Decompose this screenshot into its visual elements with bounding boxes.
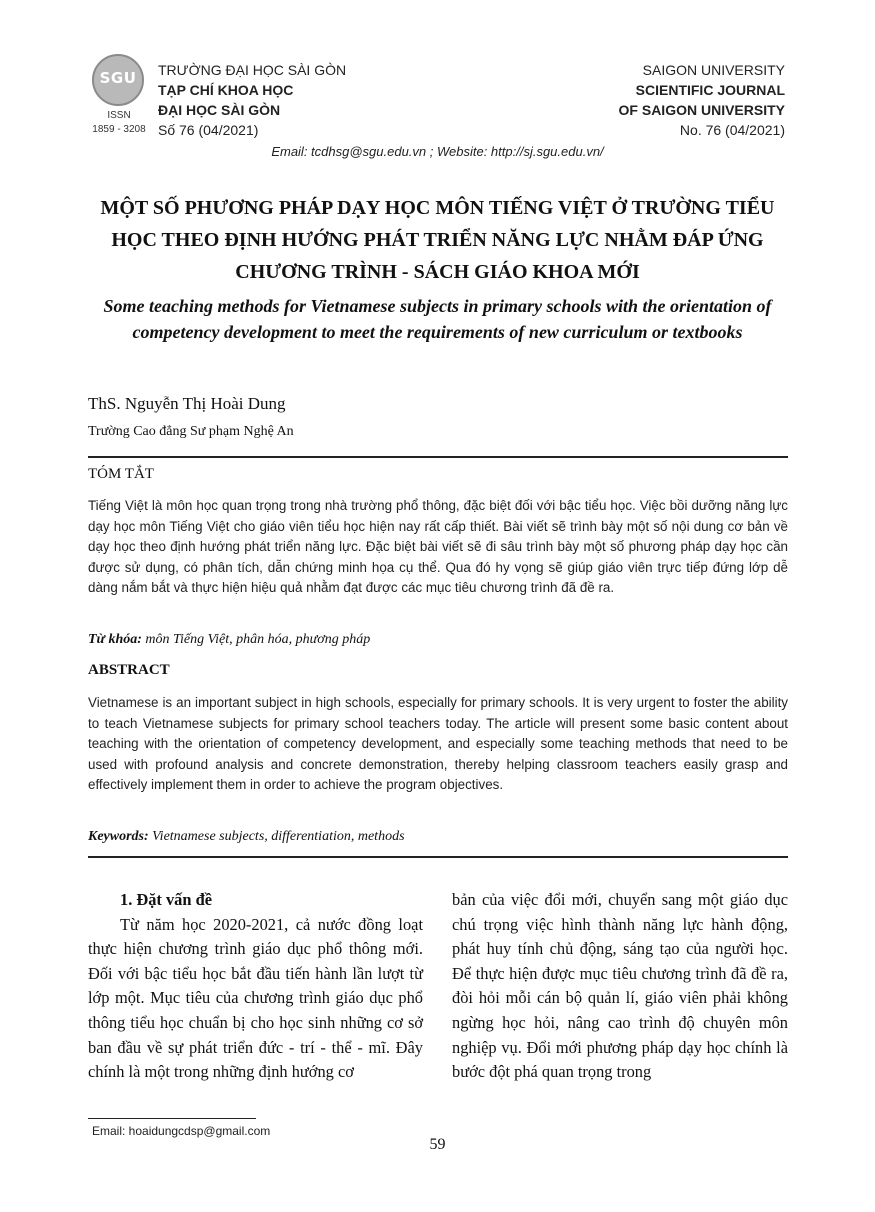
section-heading: 1. Đặt vấn đề	[120, 890, 212, 909]
university-name-vi: TRƯỜNG ĐẠI HỌC SÀI GÒN	[158, 62, 347, 78]
journal-subname-en: OF SAIGON UNIVERSITY	[618, 102, 785, 118]
footnote-email: Email: hoaidungcdsp@gmail.com	[92, 1124, 271, 1138]
issn-label: ISSN	[107, 110, 131, 121]
footnote-divider	[88, 1118, 256, 1119]
body-column-left	[88, 888, 423, 1085]
body-paragraph: Từ năm học 2020-2021, cả nước đồng loạt thực hiện chương trình giáo dục phổ thông mới. Đối với bậc tiểu học bắt đầu tiến hành lần lượt từ lớp một. Mục tiêu của chương trình giáo dục phổ thông tiểu học chuẩn bị cho học sinh những cơ sở ban đầu về sự phát triển đức - trí - thể - mĩ. Đây chính là một trong những định hướng cơ	[88, 914, 423, 1082]
summary-text: Tiếng Việt là môn học quan trọng trong nhà trường phổ thông, đặc biệt đối với bậc tiểu học. Việc bồi dưỡng năng lực dạy học môn Tiếng Việt cho giáo viên tiểu học hiện nay rất cấp thiết. Bài viết sẽ trình bày một số nội dung cơ bản về dạy học theo định hướng phát triển năng lực. Đặc biệt bài viết sẽ đi sâu trình bày một số phương pháp dạy học cần được sử dụng, có phân tích, dẫn chứng minh họa cụ thể. Qua đó hy vọng sẽ giúp giáo viên trực tiếp đứng lớp dễ dàng nắm bắt và thực hiện hiệu quả nhằm đạt được các mục tiêu chương trình đã đề ra.	[88, 498, 788, 596]
journal-logo	[88, 54, 152, 138]
page-number: 59	[429, 1136, 446, 1153]
logo-mark: SGU	[99, 69, 137, 87]
header-left	[158, 60, 346, 140]
divider	[88, 856, 788, 858]
journal-name-en: SCIENTIFIC JOURNAL	[635, 82, 785, 98]
journal-contact: Email: tcdhsg@sgu.edu.vn ; Website: http://sj.sgu.edu.vn/	[271, 144, 604, 159]
body-column-right	[452, 888, 788, 1085]
university-name-en: SAIGON UNIVERSITY	[642, 62, 785, 78]
author-affiliation: Trường Cao đẳng Sư phạm Nghệ An	[88, 424, 294, 439]
article-title-vi: MỘT SỐ PHƯƠNG PHÁP DẠY HỌC MÔN TIẾNG VIỆT Ở TRƯỜNG TIỂU HỌC THEO ĐỊNH HƯỚNG PHÁT TRIỂN NĂNG LỰC NHẰM ĐÁP ỨNG CHƯƠNG TRÌNH - SÁCH GIÁO KHOA MỚI	[100, 197, 775, 283]
abstract-heading: ABSTRACT	[88, 662, 170, 678]
abstract-keywords: Keywords: Vietnamese subjects, differentiation, methods	[88, 829, 405, 844]
article-title-en: Some teaching methods for Vietnamese subjects in primary schools with the orientation of competency development to meet the requirements of new curriculum or textbooks	[103, 296, 772, 342]
summary-heading: TÓM TẮT	[88, 466, 154, 482]
journal-subname-vi: ĐẠI HỌC SÀI GÒN	[158, 102, 281, 118]
journal-name-vi: TẠP CHÍ KHOA HỌC	[158, 82, 294, 98]
abstract-text: Vietnamese is an important subject in high schools, especially for primary schools. It is very urgent to foster the ability to teach Vietnamese subjects for primary school teachers today. The article will present some basic content about teaching with the orientation of competency development, and especially some teaching methods that need to be used with profound analysis and concrete demonstration, thereby helping classroom teachers easily grasp and effectively implement them in order to achieve the program objectives.	[88, 695, 788, 793]
sgu-seal-icon	[92, 54, 144, 106]
body-paragraph: bản của việc đổi mới, chuyển sang một giáo dục chú trọng việc hình thành năng lực hành động, phát huy tính chủ động, sáng tạo của người học. Để thực hiện được mục tiêu chương trình đã đề ra, đòi hỏi mỗi cán bộ quản lí, giáo viên phải không ngừng học hỏi, nâng cao trình độ chuyên môn nghiệp vụ. Đổi mới phương pháp dạy học chính là bước đột phá quan trọng trong	[452, 890, 788, 1082]
issue-number-en: No. 76 (04/2021)	[679, 122, 785, 138]
issn-number: 1859 - 3208	[92, 124, 146, 135]
issue-number-vi: Số 76 (04/2021)	[158, 122, 259, 138]
author-name: ThS. Nguyễn Thị Hoài Dung	[88, 394, 286, 413]
summary-keywords: Từ khóa: môn Tiếng Việt, phân hóa, phương pháp	[88, 632, 371, 647]
header-right	[619, 60, 785, 140]
divider	[88, 456, 788, 458]
